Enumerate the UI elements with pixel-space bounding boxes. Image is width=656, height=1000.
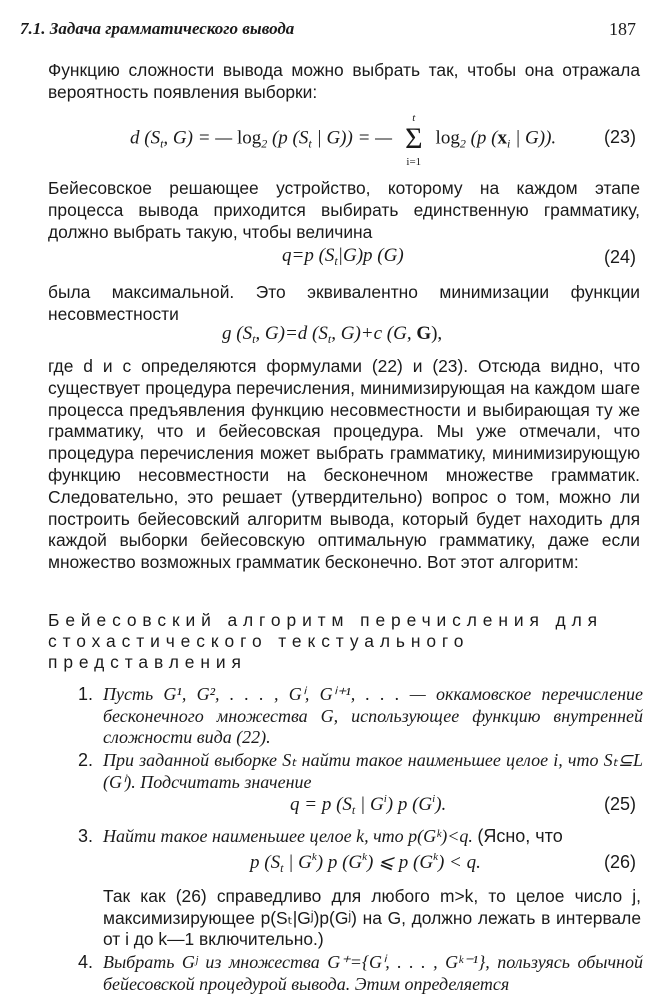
algorithm-step-1: [78, 684, 643, 749]
equation-24: q=p $(S_t|G)p$ (G): [282, 245, 404, 268]
equation-23: d ($S_t$, G) = — $\log_2 (p$ ($S_t$ | G)) = — t Σ i=1 $\log_2 (p$ ($x_i$ | G)).: [130, 112, 557, 168]
step-number: 3.: [78, 826, 94, 846]
step-number: 4.: [78, 952, 94, 972]
equation-number-25: (25): [603, 794, 636, 814]
equation-26: p ($S_t$ | $G^k$) p $(G^k)$ ⩽ p $(G^k) < q$.: [250, 851, 481, 875]
algorithm-step-4: [78, 952, 643, 995]
running-header-title: 7.1. Задача грамматического вывода: [20, 19, 295, 38]
step-text-normal: (Ясно, что: [477, 826, 563, 846]
algorithm-heading: Бейесовский алгоритм перечисления для стохастического текстуального представления: [48, 610, 603, 672]
algorithm-step-3: [78, 826, 643, 848]
equation-25: q = p ($S_t$ | $G^i$) p $(G^i)$.: [290, 793, 447, 817]
algorithm-step-2: [78, 750, 643, 793]
step-text: Пусть G¹, G², . . . , Gⁱ, Gⁱ⁺¹, . . . — оккамовское перечисление бесконечного множества G, использующее функцию внутренней сложности вида (22).: [103, 684, 643, 748]
summation-symbol: t Σ i=1: [405, 112, 423, 168]
page-number: 187: [609, 19, 636, 39]
step-number: 2.: [78, 750, 94, 770]
equation-inconsistency: g ($S_t$, G)=d ($S_t$, G)+c (G, G),: [222, 323, 443, 346]
step-number: 1.: [78, 684, 94, 704]
paragraph-complexity-function: Функцию сложности вывода можно выбрать так, чтобы она отражала вероятность появления выборки:: [48, 60, 640, 102]
paragraph-maximal: была максимальной. Это эквивалентно минимизации функции несовместности: [48, 282, 640, 324]
equation-number-26: (26): [603, 852, 636, 872]
paragraph-bayesian-device: Бейесовское решающее устройство, которому на каждом этапе процесса вывода приходится выбирать единственную грамматику, должно выбрать такую, чтобы величина: [48, 178, 640, 242]
equation-number-24: (24): [603, 247, 636, 267]
step-text-italic: Найти такое наименьшее целое k, что p(Gᵏ)<q.: [103, 826, 473, 846]
step-text: Выбрать Gʲ из множества G⁺={Gⁱ, . . . , Gᵏ⁻¹}, пользуясь обычной бейесовской процедурой вывода. Этим определяется: [103, 952, 643, 994]
equation-number-23: (23): [603, 127, 636, 147]
paragraph-enumeration-discussion: где d и c определяются формулами (22) и (23). Отсюда видно, что существует процедура перечисления, минимизирующая на каждом шаге процесса предъявления функцию несовместности и выбирающая ту же грамматику, что и бейесовская процедура. Мы уже отмечали, что процедура перечисления может выбрать грамматику, минимизирующую функцию несовместности на бесконечном множестве грамматик. Следовательно, это решает (утвердительно) вопрос о том, можно ли построить бейесовский алгоритм вывода, который будет находить для каждой выборки бейесовскую оптимальную грамматику, даже если множество возможных грамматик бесконечно. Вот этот алгоритм:: [48, 356, 640, 573]
step-3-explanation: Так как (26) справедливо для любого m>k, то целое число j, максимизирующее p(Sₜ|Gʲ)p(Gʲ) на G, должно лежать в интервале от i до k—1 включительно.): [103, 886, 641, 949]
step-text: При заданной выборке Sₜ найти такое наименьшее целое i, что Sₜ⊆L (Gⁱ). Подсчитать значение: [103, 750, 643, 792]
